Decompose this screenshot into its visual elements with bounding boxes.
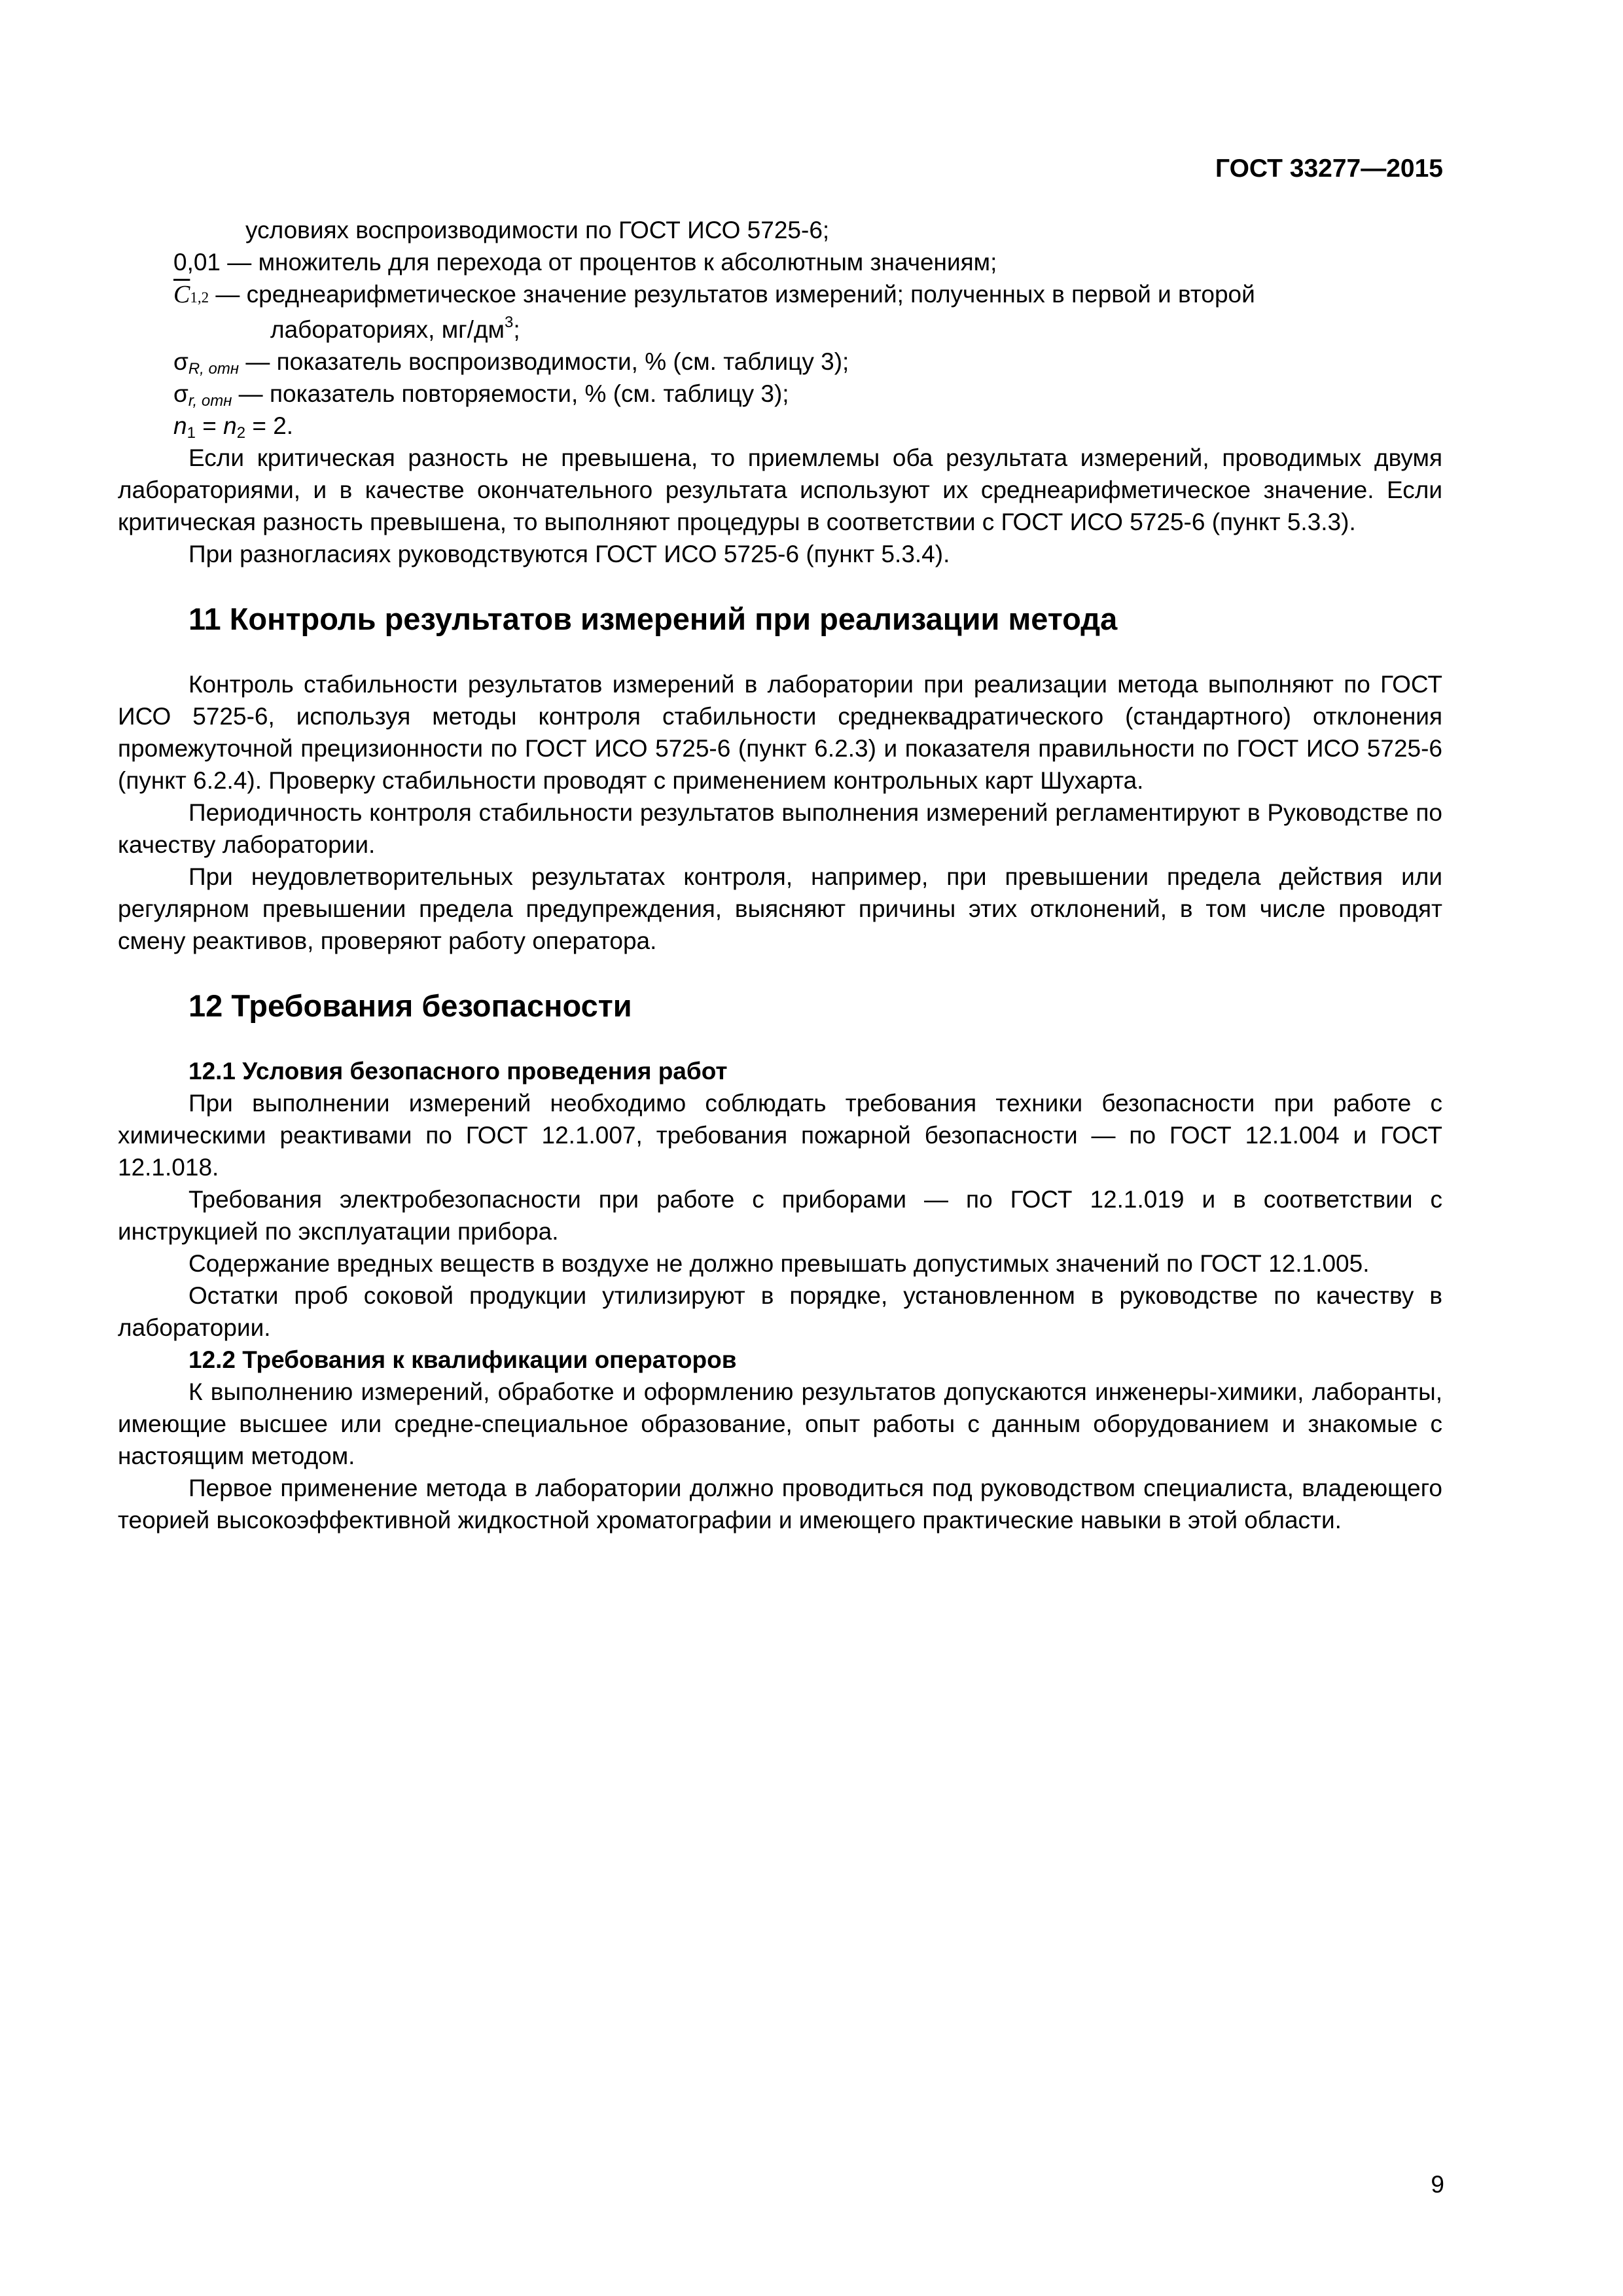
section-12-title: 12 Требования безопасности [188, 988, 632, 1023]
mean-symbol-subscript: 1,2 [190, 289, 209, 306]
subsection-12-1-paragraph-3: Содержание вредных веществ в воздухе не должно превышать допустимых значений по ГОСТ 12.1.005. [188, 1250, 1370, 1277]
subsection-12-1-paragraph-4: Остатки проб соковой продукции утилизируют в порядке, установленном в руководстве по качеству в лаборатории. [118, 1282, 1442, 1341]
section-11-paragraph-2: Периодичность контроля стабильности результатов выполнения измерений регламентируют в Руководстве по качеству лаборатории. [118, 799, 1442, 858]
legend-item-repeatability [118, 378, 1442, 410]
legend-continuation: условиях воспроизводимости по ГОСТ ИСО 5725-6; [245, 217, 830, 243]
n2-symbol: n [223, 412, 237, 439]
page-number: 9 [1431, 2171, 1444, 2198]
mean-units-end: ; [513, 316, 520, 343]
n-equals: = [195, 412, 224, 439]
subsection-12-1-paragraph-2: Требования электробезопасности при работе с приборами — по ГОСТ 12.1.019 и в соответствии с инструкцией по эксплуатации прибора. [118, 1186, 1442, 1245]
sigma-repeat-symbol: σ [173, 380, 188, 407]
paragraph-critical-difference: Если критическая разность не превышена, то приемлемы оба результата измерений, проводимых двумя лабораториями, и в качестве окончательного результата используют их среднеарифметическое значение. Если критическая разность превышена, то выполняют процедуры в соответствии с ГОСТ ИСО 5725-6 (пункт 5.3.3). [118, 444, 1442, 535]
section-11-paragraph-1: Контроль стабильности результатов измерений в лаборатории при реализации метода выполняют по ГОСТ ИСО 5725-6, используя методы контроля стабильности среднеквадратического (стандартного) отклонения промежуточной прецизионности по ГОСТ ИСО 5725-6 (пункт 6.2.3) и показателя правильности по ГОСТ ИСО 5725-6 (пункт 6.2.4). Проверку стабильности проводят с применением контрольных карт Шухарта. [118, 671, 1442, 794]
page-content [118, 214, 1442, 1536]
reproducibility-text: — показатель воспроизводимости, % (см. таблицу 3); [239, 348, 849, 375]
n2-subscript: 2 [236, 424, 246, 442]
legend-item-mean-cont [118, 314, 1442, 346]
n1-subscript: 1 [187, 424, 196, 442]
mean-symbol: $\overline{C}$ [173, 281, 190, 308]
subsection-12-1-paragraph-1: При выполнении измерений необходимо соблюдать требования техники безопасности при работе с химическими реактивами по ГОСТ 12.1.007, требования пожарной безопасности — по ГОСТ 12.1.004 и ГОСТ 12.1.018. [118, 1090, 1442, 1181]
sigma-repeat-subscript: r, отн [188, 392, 232, 410]
subsection-12-1-title: 12.1 Условия безопасного проведения работ [188, 1058, 728, 1085]
subsection-12-2-paragraph-1: К выполнению измерений, обработке и оформлению результатов допускаются инженеры-химики, лаборанты, имеющие высшее или средне-специальное образование, опыт работы с данным оборудованием и знакомые с настоящим методом. [118, 1378, 1442, 1469]
document-id: ГОСТ 33277—2015 [1215, 154, 1443, 183]
legend-item-multiplier: 0,01 — множитель для перехода от процентов к абсолютным значениям; [173, 249, 997, 276]
section-11-title: 11 Контроль результатов измерений при реализации метода [188, 601, 1118, 636]
legend-item-n [118, 410, 1442, 442]
mean-units: лабораториях, мг/дм [270, 316, 505, 343]
subsection-12-2-title: 12.2 Требования к квалификации операторов [188, 1346, 737, 1373]
n-value: = 2. [245, 412, 294, 439]
legend-item-reproducibility [118, 346, 1442, 378]
subsection-12-2-paragraph-2: Первое применение метода в лаборатории должно проводиться под руководством специалиста, владеющего теорией высокоэффективной жидкостной хроматографии и имеющего практические навыки в этой области. [118, 1475, 1442, 1534]
repeatability-text: — показатель повторяемости, % (см. таблицу 3); [232, 380, 789, 407]
n1-symbol: n [173, 412, 187, 439]
legend-item-mean [118, 278, 1442, 314]
mean-description: — среднеарифметическое значение результатов измерений; полученных в первой и второй [209, 281, 1255, 308]
paragraph-disagreements: При разногласиях руководствуются ГОСТ ИСО 5725-6 (пункт 5.3.4). [188, 541, 950, 567]
sigma-r-subscript: R, отн [188, 360, 240, 378]
mean-units-sup: 3 [504, 314, 514, 331]
section-11-paragraph-3: При неудовлетворительных результатах контроля, например, при превышении предела действия или регулярном превышении предела предупреждения, выясняют причины этих отклонений, в том числе проводят смену реактивов, проверяют работу оператора. [118, 863, 1442, 954]
sigma-r-symbol: σ [173, 348, 188, 375]
